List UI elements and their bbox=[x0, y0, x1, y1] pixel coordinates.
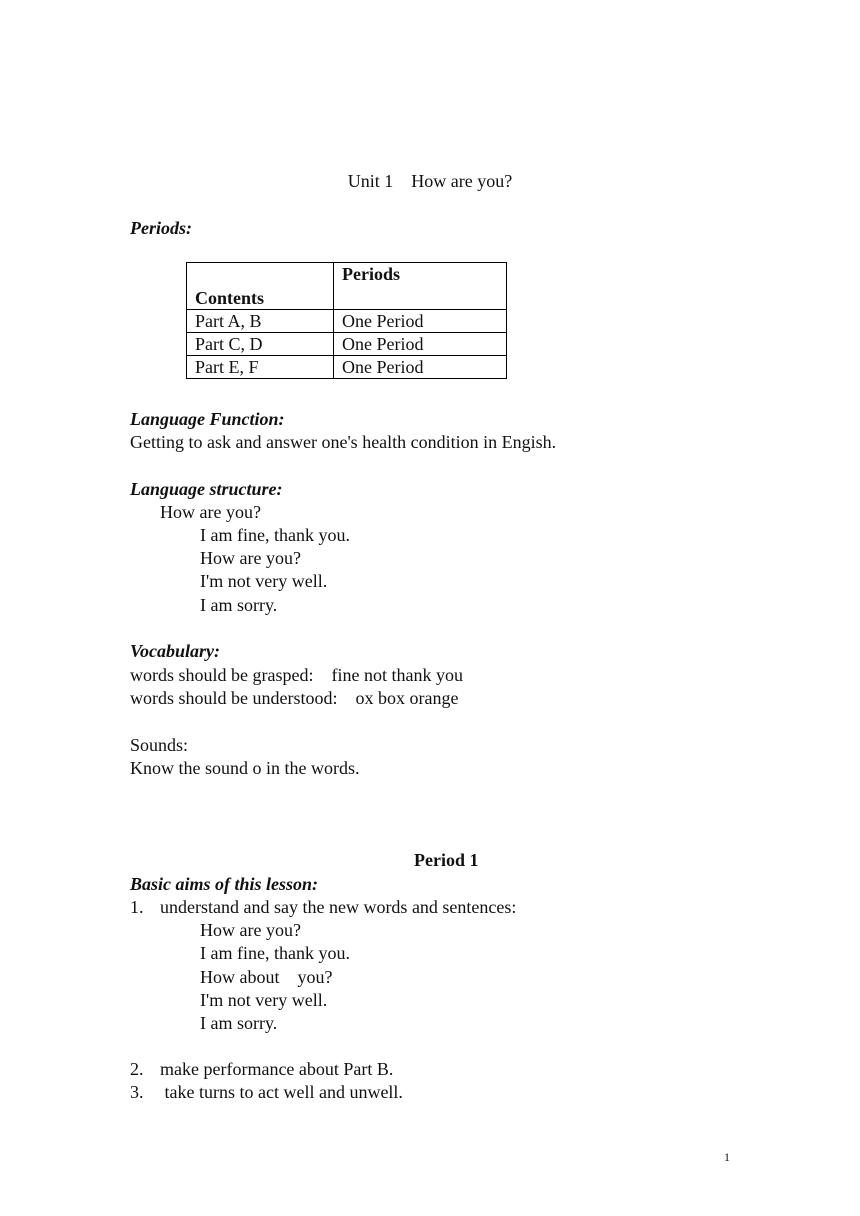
aim-line: How about you? bbox=[200, 967, 333, 987]
row-contents: Part E, F bbox=[187, 356, 334, 379]
header-contents: Contents bbox=[187, 263, 334, 310]
aim-line: I am sorry. bbox=[200, 1013, 278, 1033]
sounds-heading: Sounds: bbox=[130, 735, 189, 755]
page-number: 1 bbox=[724, 1150, 730, 1164]
header-periods: Periods bbox=[334, 263, 507, 310]
aim-line: How are you? bbox=[200, 920, 301, 940]
list-item-text: take turns to act well and unwell. bbox=[160, 1082, 403, 1102]
list-item-number: 1. bbox=[130, 897, 144, 917]
vocabulary-understood: words should be understood: ox box orange bbox=[130, 688, 459, 708]
table-row bbox=[187, 310, 507, 333]
table-row bbox=[187, 356, 507, 379]
periods-heading: Periods: bbox=[130, 218, 192, 238]
row-periods: One Period bbox=[334, 356, 507, 379]
row-contents: Part A, B bbox=[187, 310, 334, 333]
periods-table bbox=[186, 262, 507, 379]
structure-line: How are you? bbox=[160, 502, 261, 522]
vocabulary-grasped: words should be grasped: fine not thank you bbox=[130, 665, 463, 685]
vocabulary-heading: Vocabulary: bbox=[130, 641, 220, 661]
table-row bbox=[187, 333, 507, 356]
row-periods: One Period bbox=[334, 310, 507, 333]
table-header-row bbox=[187, 263, 507, 310]
list-item-number: 3. bbox=[130, 1082, 144, 1102]
structure-line: I am fine, thank you. bbox=[200, 525, 350, 545]
row-periods: One Period bbox=[334, 333, 507, 356]
language-structure-heading: Language structure: bbox=[130, 479, 283, 499]
list-item-number: 2. bbox=[130, 1059, 144, 1079]
aim-line: I'm not very well. bbox=[200, 990, 328, 1010]
aim-line: I am fine, thank you. bbox=[200, 943, 350, 963]
row-contents: Part C, D bbox=[187, 333, 334, 356]
sounds-text: Know the sound o in the words. bbox=[130, 758, 360, 778]
list-item-text: understand and say the new words and sentences: bbox=[160, 897, 517, 917]
period-1-heading: Period 1 bbox=[414, 850, 479, 870]
basic-aims-heading: Basic aims of this lesson: bbox=[130, 874, 319, 894]
language-function-text: Getting to ask and answer one's health condition in Engish. bbox=[130, 432, 557, 452]
language-function-heading: Language Function: bbox=[130, 409, 285, 429]
list-item-text: make performance about Part B. bbox=[160, 1059, 394, 1079]
page-title: Unit 1 How are you? bbox=[347, 171, 513, 191]
structure-line: How are you? bbox=[200, 548, 301, 568]
structure-line: I am sorry. bbox=[200, 595, 278, 615]
structure-line: I'm not very well. bbox=[200, 571, 328, 591]
